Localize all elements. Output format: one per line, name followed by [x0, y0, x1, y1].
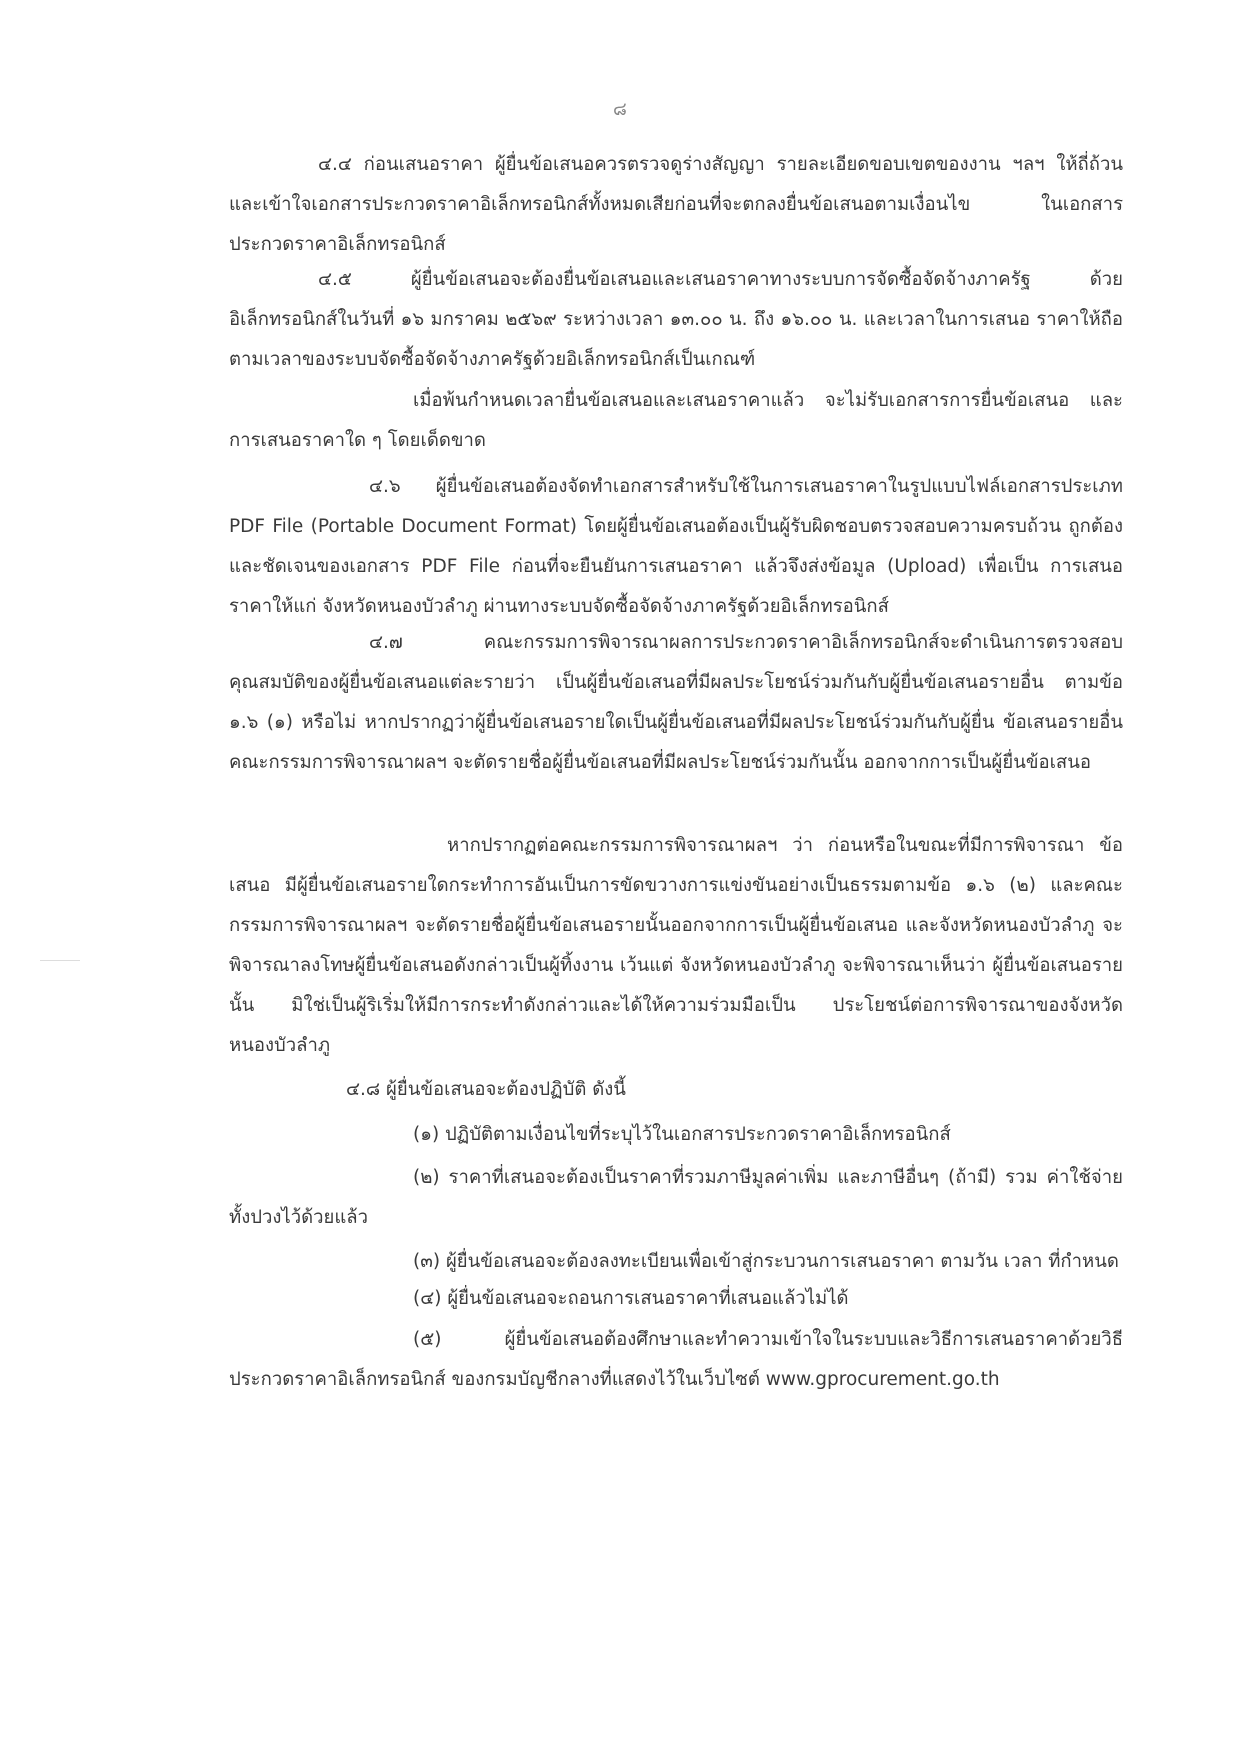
clause-4-8-1: (๑) ปฏิบัติตามเงื่อนไขที่ระบุไว้ในเอกสารประกวดราคาอิเล็กทรอนิกส์	[413, 1124, 951, 1145]
scan-artifact	[40, 960, 80, 961]
clause-4-5-deadline: เมื่อพ้นกำหนดเวลายื่นข้อเสนอและเสนอราคาแล้ว จะไม่รับเอกสารการยื่นข้อเสนอ และการเสนอราคาใด ๆ โดยเด็ดขาด	[229, 390, 1123, 451]
clause-4-4: ๔.๔ ก่อนเสนอราคา ผู้ยื่นข้อเสนอควรตรวจดูร่างสัญญา รายละเอียดขอบเขตของงาน ฯลฯ ให้ถี่ถ้วนและเข้าใจเอกสารประกวดราคาอิเล็กทรอนิกส์ทั้งหมดเสียก่อนที่จะตกลงยื่นข้อเสนอตามเงื่อนไข ในเอกสารประกวดราคาอิเล็กทรอนิกส์	[229, 154, 1123, 255]
page-number: ๘	[613, 99, 627, 120]
clause-4-8-2: (๒) ราคาที่เสนอจะต้องเป็นราคาที่รวมภาษีมูลค่าเพิ่ม และภาษีอื่นๆ (ถ้ามี) รวม ค่าใช้จ่ายทั้งปวงไว้ด้วยแล้ว	[229, 1167, 1123, 1228]
clause-4-8-4: (๔) ผู้ยื่นข้อเสนอจะถอนการเสนอราคาที่เสนอแล้วไม่ได้	[413, 1288, 849, 1309]
clause-4-7: ๔.๗ คณะกรรมการพิจารณาผลการประกวดราคาอิเล็กทรอนิกส์จะดำเนินการตรวจสอบ คุณสมบัติของผู้ยื่นข้อเสนอแต่ละรายว่า เป็นผู้ยื่นข้อเสนอที่มีผลประโยชน์ร่วมกันกับผู้ยื่นข้อเสนอรายอื่น ตามข้อ ๑.๖ (๑) หรือไม่ หากปรากฏว่าผู้ยื่นข้อเสนอรายใดเป็นผู้ยื่นข้อเสนอที่มีผลประโยชน์ร่วมกันกับผู้ยื่น ข้อเสนอรายอื่น คณะกรรมการพิจารณาผลฯ จะตัดรายชื่อผู้ยื่นข้อเสนอที่มีผลประโยชน์ร่วมกันนั้น ออกจากการเป็นผู้ยื่นข้อเสนอ	[229, 632, 1123, 773]
clause-4-8: ๔.๘ ผู้ยื่นข้อเสนอจะต้องปฏิบัติ ดังนี้	[346, 1079, 626, 1100]
clause-4-7-obstruction: หากปรากฏต่อคณะกรรมการพิจารณาผลฯ ว่า ก่อนหรือในขณะที่มีการพิจารณา ข้อเสนอ มีผู้ยื่นข้อเสนอรายใดกระทำการอันเป็นการขัดขวางการแข่งขันอย่างเป็นธรรมตามข้อ ๑.๖ (๒) และคณะกรรมการพิจารณาผลฯ จะตัดรายชื่อผู้ยื่นข้อเสนอรายนั้นออกจากการเป็นผู้ยื่นข้อเสนอ และจังหวัดหนองบัวลำภู จะพิจารณาลงโทษผู้ยื่นข้อเสนอดังกล่าวเป็นผู้ทิ้งงาน เว้นแต่ จังหวัดหนองบัวลำภู จะพิจารณาเห็นว่า ผู้ยื่นข้อเสนอรายนั้น มิใช่เป็นผู้ริเริ่มให้มีการกระทำดังกล่าวและได้ให้ความร่วมมือเป็น ประโยชน์ต่อการพิจารณาของจังหวัดหนองบัวลำภู	[229, 835, 1123, 1056]
clause-4-5: ๔.๕ ผู้ยื่นข้อเสนอจะต้องยื่นข้อเสนอและเสนอราคาทางระบบการจัดซื้อจัดจ้างภาครัฐ ด้วยอิเล็กทรอนิกส์ในวันที่ ๑๖ มกราคม ๒๕๖๙ ระหว่างเวลา ๑๓.๐๐ น. ถึง ๑๖.๐๐ น. และเวลาในการเสนอ ราคาให้ถือตามเวลาของระบบจัดซื้อจัดจ้างภาครัฐด้วยอิเล็กทรอนิกส์เป็นเกณฑ์	[229, 269, 1123, 370]
clause-4-8-3: (๓) ผู้ยื่นข้อเสนอจะต้องลงทะเบียนเพื่อเข้าสู่กระบวนการเสนอราคา ตามวัน เวลา ที่กำหนด	[413, 1251, 1119, 1272]
clause-4-6: ๔.๖ ผู้ยื่นข้อเสนอต้องจัดทำเอกสารสำหรับใช้ในการเสนอราคาในรูปแบบไฟล์เอกสารประเภท PDF File (Portable Document Format) โดยผู้ยื่นข้อเสนอต้องเป็นผู้รับผิดชอบตรวจสอบความครบถ้วน ถูกต้อง และชัดเจนของเอกสาร PDF File ก่อนที่จะยืนยันการเสนอราคา แล้วจึงส่งข้อมูล (Upload) เพื่อเป็น การเสนอราคาให้แก่ จังหวัดหนองบัวลำภู ผ่านทางระบบจัดซื้อจัดจ้างภาครัฐด้วยอิเล็กทรอนิกส์	[229, 476, 1123, 617]
clause-4-8-5: (๕) ผู้ยื่นข้อเสนอต้องศึกษาและทำความเข้าใจในระบบและวิธีการเสนอราคาด้วยวิธี ประกวดราคาอิเล็กทรอนิกส์ ของกรมบัญชีกลางที่แสดงไว้ในเว็บไซต์ www.gprocurement.go.th	[229, 1329, 1123, 1390]
